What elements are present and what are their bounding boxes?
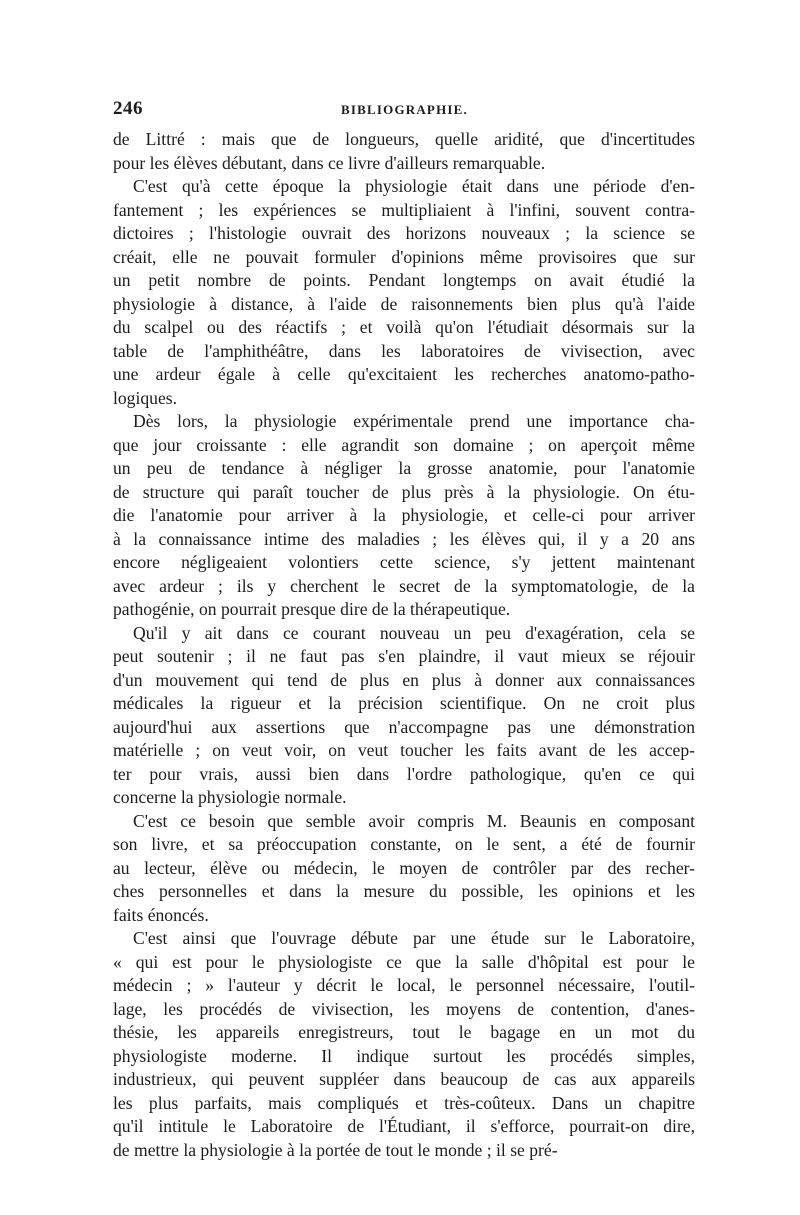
- text-line: dictoires ; l'histologie ouvrait des horizons nouveaux ; la science se: [113, 223, 695, 243]
- text-line: son livre, et sa préoccupation constante, on le sent, a été de fournir: [113, 834, 695, 854]
- text-line: de mettre la physiologie à la portée de tout le monde ; il se pré-: [113, 1139, 558, 1160]
- text-line: pathogénie, on pourrait presque dire de la thérapeutique.: [113, 599, 511, 619]
- page-number: 246: [113, 98, 143, 119]
- paragraph: [113, 175, 695, 410]
- text-line: physiologiste moderne. Il indique surtout les procédés simples,: [113, 1045, 695, 1066]
- paragraph: [113, 810, 695, 928]
- text-line: à la connaissance intime des maladies ; les élèves qui, il y a 20 ans: [113, 528, 695, 549]
- running-head: BIBLIOGRAPHIE.: [341, 102, 468, 117]
- paragraph: [113, 622, 695, 810]
- text-line: qu'il intitule le Laboratoire de l'Étudiant, il s'efforce, pourrait-on dire,: [113, 1116, 695, 1136]
- text-line: médicales la rigueur et la précision scientifique. On ne croit plus: [113, 693, 695, 713]
- text-line: une ardeur égale à celle qu'excitaient les recherches anatomo-patho-: [113, 364, 695, 384]
- text-line: un peu de tendance à négliger la grosse anatomie, pour l'anatomie: [113, 458, 695, 478]
- text-line: d'un mouvement qui tend de plus en plus à donner aux connaissances: [113, 669, 695, 690]
- text-line: C'est ce besoin que semble avoir compris M. Beaunis en composant: [133, 810, 695, 831]
- text-line: industrieux, qui peuvent suppléer dans beaucoup de cas aux appareils: [113, 1069, 695, 1089]
- text-line: logiques.: [113, 387, 178, 408]
- text-line: peut soutenir ; il ne faut pas s'en plaindre, il vaut mieux se réjouir: [113, 646, 695, 666]
- text-line: ches personnelles et dans la mesure du possible, les opinions et les: [113, 881, 695, 901]
- text-line: die l'anatomie pour arriver à la physiologie, et celle-ci pour arriver: [113, 505, 695, 525]
- text-line: aujourd'hui aux assertions que n'accompagne pas une démonstration: [113, 716, 695, 737]
- text-line: un petit nombre de points. Pendant longtemps on avait étudié la: [113, 270, 695, 290]
- text-line: du scalpel ou des réactifs ; et voilà qu'on l'étudiait désormais sur la: [113, 317, 695, 337]
- text-line: pour les élèves débutant, dans ce livre d'ailleurs remarquable.: [113, 152, 546, 173]
- text-line: fantement ; les expériences se multipliaient à l'infini, souvent contra-: [113, 199, 695, 220]
- text-line: ter pour vrais, aussi bien dans l'ordre pathologique, qu'en ce qui: [113, 763, 695, 784]
- text-line: médecin ; » l'auteur y décrit le local, le personnel nécessaire, l'outil-: [113, 975, 695, 995]
- text-line: C'est ainsi que l'ouvrage débute par une étude sur le Laboratoire,: [133, 928, 695, 948]
- text-line: avec ardeur ; ils y cherchent le secret de la symptomatologie, de la: [113, 575, 695, 596]
- text-line: de Littré : mais que de longueurs, quelle aridité, que d'incertitudes: [113, 129, 695, 149]
- text-line: thésie, les appareils enregistreurs, tout le bagage en un mot du: [113, 1022, 695, 1042]
- text-line: de structure qui paraît toucher de plus près à la physiologie. On étu-: [113, 481, 695, 502]
- text-line: concerne la physiologie normale.: [113, 787, 347, 807]
- text-line: physiologie à distance, à l'aide de raisonnements bien plus qu'à l'aide: [113, 293, 695, 314]
- text-line: les plus parfaits, mais compliqués et très-coûteux. Dans un chapitre: [113, 1092, 695, 1113]
- paragraph: [113, 128, 695, 175]
- body-text: [113, 128, 695, 1162]
- text-line: « qui est pour le physiologiste ce que la salle d'hôpital est pour le: [113, 951, 695, 972]
- paragraph: [113, 410, 695, 622]
- text-line: créait, elle ne pouvait formuler d'opinions même provisoires que sur: [113, 246, 695, 267]
- text-line: matérielle ; on veut voir, on veut toucher les faits avant de les accep-: [113, 740, 695, 760]
- text-line: C'est qu'à cette époque la physiologie était dans une période d'en-: [133, 176, 695, 196]
- paragraph: [113, 927, 695, 1162]
- text-line: au lecteur, élève ou médecin, le moyen de contrôler par des recher-: [113, 857, 695, 878]
- page-header: [113, 98, 695, 124]
- text-line: lage, les procédés de vivisection, les moyens de contention, d'anes-: [113, 998, 695, 1019]
- text-line: faits énoncés.: [113, 904, 209, 925]
- text-line: Dès lors, la physiologie expérimentale prend une importance cha-: [133, 411, 695, 431]
- text-line: Qu'il y ait dans ce courant nouveau un peu d'exagération, cela se: [133, 622, 695, 643]
- text-line: table de l'amphithéâtre, dans les laboratoires de vivisection, avec: [113, 340, 695, 361]
- text-line: encore négligeaient volontiers cette science, s'y jettent maintenant: [113, 552, 695, 572]
- text-line: que jour croissante : elle agrandit son domaine ; on aperçoit même: [113, 434, 695, 455]
